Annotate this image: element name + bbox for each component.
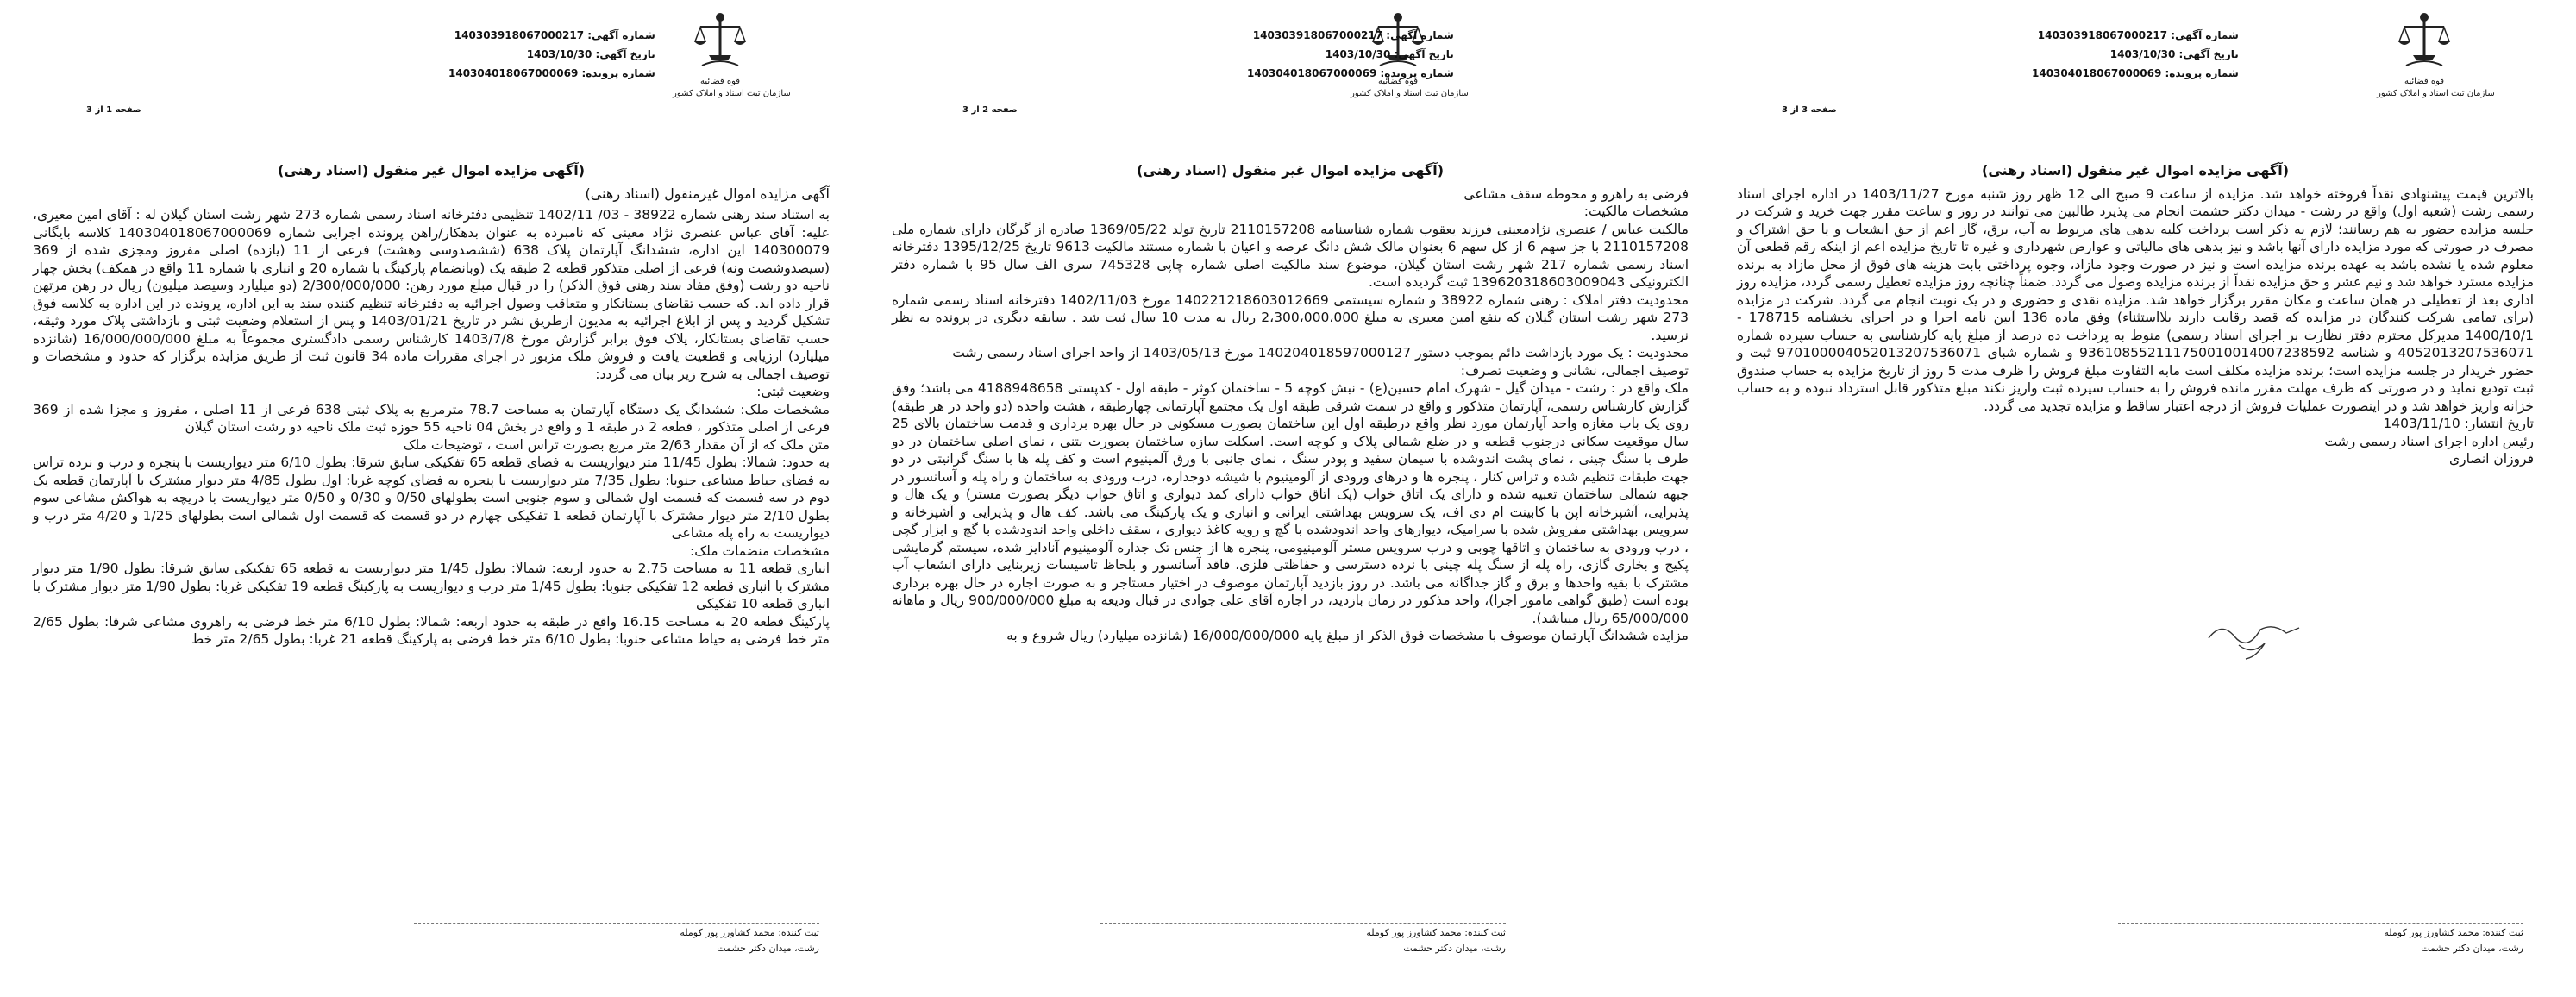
ad-meta (2032, 26, 2239, 83)
page-content (1737, 162, 2534, 468)
paragraph: انباری قطعه 11 به مساحت 2.75 به حدود اربعه: شمالا: بطول 1/45 متر دیواریست به قطعه 65 تفکیکی سابق شرقا: بطول 1/90 متر دیوار مشترک با انباری قطعه 12 تفکیکی جنوبا: بطول 1/45 متر درب و دیواریست به پارکینگ قطعه 19 تفکیکی غربا: بطول 1/90 متر دیوار مشترک با انباری قطعه 10 تفکیکی (33, 561, 830, 611)
file-number: شماره پرونده: 140304018067000069 (448, 67, 655, 79)
paragraph: به استناد سند رهنی شماره 38922 - 03/ 1402/11 تنظیمی دفترخانه اسناد رسمی شماره 273 شهر رشت استان گیلان له : آقای امین معیری، علیه: آقای عباس عنصری نژاد معینی که نامبرده به عنوان بدهکار/راهن پرونده اجرایی شماره 140304018067000069 کلاسه بایگانی 140300079 این اداره، ششدانگ آپارتمان پلاک 638 (ششصدوسی وهشت) فرعی از 11 (یازده) اصلی مفروز ومجزی شده از 369 (سیصدوشصت ونه) فرعی از اصلی متذکور قطعه 2 طبقه یک (وبانضمام پارکینگ با شماره 20 و انباری با شماره 11 واقع در همکف) بخش چهار ناحیه دو رشت (وفق مفاد سند رهنی فوق الذکر) را در قبال مبلغ مورد رهن: 2/300/000/000 (دو میلیارد وسیصد میلیون) ریال در رهن مرتهن قرار داده اند. که حسب تقاضای بستانکار و متعاقب وصول اجرائیه به دفترخانه تنظیم کننده سند به این اداره، پرونده در این اداره به کلاسه فوق تشکیل گردید و پس از ابلاغ اجرائیه به مدیون ازطریق نشر در تاریخ 1403/01/21 و پس از استعلام وضعیت ثبتی و بازداشتی پلاک مورد وثیقه، حسب تقاضای بستانکار، پلاک فوق برابر گزارش مورخ 1403/7/8 کارشناس رسمی دادگستری مجموعاً به مبلغ 16/000/000/000 (شانزده میلیارد) ارزیابی و قطعیت یافت و فروش ملک مزبور در اجرای مقررات ماده 34 قانون ثبت از طریق مزایده برگزار که حدود و مشخصات و توصیف اجمالی به شرح زیر بیان می گردد: (33, 207, 830, 382)
page-number: صفحه 1 از 3 (86, 105, 141, 115)
page-heading: (آگهی مزایده اموال غیر منقول (اسناد رهنی) (1982, 162, 2289, 179)
emblem-org-top: قوه قضائیه (699, 77, 741, 86)
judiciary-emblem (2377, 10, 2495, 114)
paragraph: محدودیت : یک مورد بازداشت دائم بموجب دستور 140204018597000127 مورخ 1403/05/13 از واحد اجرای اسناد رسمی رشت (952, 345, 1689, 361)
document-page-3 (1721, 0, 2549, 997)
file-number: شماره پرونده: 140304018067000069 (1247, 67, 1454, 79)
paragraph: پارکینگ قطعه 20 به مساحت 16.15 واقع در طبقه به حدود اربعه: شمالا: بطول 6/10 متر خط فرضی به راهروی مشاعی شرقا: بطول 2/65 متر خط فرضی به حیاط مشاعی جنوبا: بطول 6/10 متر خط فرضی به پارکینگ قطعه 21 غربا: بطول 2/65 متر خط (33, 613, 830, 647)
page-number: صفحه 2 از 3 (962, 105, 1018, 115)
ad-number: شماره آگهی: 140303918067000217 (1252, 29, 1454, 41)
paragraph: مزایده ششدانگ آپارتمان موصوف با مشخصات فوق الذکر از مبلغ پایه 16/000/000/000 (شانزده میلیارد) ریال شروع و به (1006, 628, 1689, 643)
paragraph: متن ملک که از آن مقدار 2/63 متر مربع بصورت تراس است ، توضیحات ملک (403, 436, 830, 453)
footer-divider (2118, 923, 2523, 924)
ad-meta (1247, 26, 1454, 83)
location-line: رشت، میدان دکتر حشمت (717, 943, 819, 954)
ad-date: تاریخ آگهی: 1403/10/30 (2109, 48, 2239, 60)
footer-divider (414, 923, 819, 924)
emblem-org-bottom: سازمان ثبت اسناد و املاک کشور (1351, 89, 1469, 98)
page-heading: (آگهی مزایده اموال غیر منقول (اسناد رهنی) (278, 162, 585, 179)
page-content (33, 162, 830, 649)
registrar-line: ثبت کننده: محمد کشاورز پور کومله (1366, 927, 1506, 938)
page-content (892, 162, 1689, 645)
ad-date: تاریخ آگهی: 1403/10/30 (1325, 48, 1454, 60)
page-footer (2118, 923, 2523, 956)
handwritten-signature (2204, 604, 2308, 664)
paragraph: فرضی به راهرو و محوطه سقف مشاعی (1463, 185, 1689, 202)
page-number: صفحه 3 از 3 (1782, 105, 1837, 115)
ad-number: شماره آگهی: 140303918067000217 (2037, 29, 2239, 41)
emblem-org-top: قوه قضائیه (1377, 77, 1419, 86)
scales-emblem-icon (693, 10, 747, 74)
emblem-org-top: قوه قضائیه (2404, 77, 2445, 86)
location-line: رشت، میدان دکتر حشمت (2421, 943, 2523, 954)
page-heading: (آگهی مزایده اموال غیر منقول (اسناد رهنی) (1137, 162, 1444, 179)
paragraph: وضعیت ثبتی: (756, 384, 830, 399)
registrar-line: ثبت کننده: محمد کشاورز پور کومله (2384, 927, 2523, 938)
page-footer (414, 923, 819, 956)
ad-number: شماره آگهی: 140303918067000217 (454, 29, 655, 41)
location-line: رشت، میدان دکتر حشمت (1403, 943, 1506, 954)
emblem-org-bottom: سازمان ثبت اسناد و املاک کشور (673, 89, 791, 98)
paragraph: مشخصات ملک: ششدانگ یک دستگاه آپارتمان به مساحت 78.7 مترمربع به پلاک ثبتی 638 فرعی از 11 اصلی ، مفروز و مجزا شده از 369 فرعی از اصلی متذکور ، قطعه 2 در طبقه 1 و واقع در بخش 04 ناحیه 55 حوزه ثبت ملک ناحیه دو رشت استان گیلان (33, 401, 830, 435)
paragraph: به حدود: شمالا: بطول 11/45 متر دیواریست به فضای قطعه 65 تفکیکی سابق شرقا: بطول 6/10 متر دیواریست با پنجره و درب و نرده تراس به فضای حیاط مشاعی جنوبا: بطول 7/35 متر دیواریست با پنجره به فضای کوچه غربا: اول بطول 4/85 متر دیوار مشترک با آپارتمان قطعه یک دوم در سه قسمت که قسمت اول شمالی و سوم جنوبی است بطولهای 0/50 و 0/30 و 0/50 متر دیواریست با دریچه به هواکش مشاعی سوم بطول 2/10 متر دیوار مشترک با آپارتمان قطعه 1 تفکیکی چهارم در دو قسمت که قسمت اول شمالی است بطولهای 1/25 و 4/20 متر درب و دیواریست به راه پله مشاعی (33, 455, 830, 541)
paragraph: مالکیت عباس / عنصری نژادمعینی فرزند یعقوب شماره شناسنامه 2110157208 تاریخ تولد 1369/05/22 صادره از گرگان دارای شماره ملی 2110157208 با جز سهم 6 از کل سهم 6 بعنوان مالک شش دانگ عرصه و اعیان با شماره مستند مالکیت 9613 تاریخ 1395/12/25 دفترخانه اسناد رسمی شماره 217 شهر رشت استان گیلان، موضوع سند مالکیت اصلی شماره چاپی 745328 سری الف سال 95 با شماره دفتر الکترونیکی 139620318603009043 ثبت گردیده است. (892, 221, 1689, 290)
paragraph: فروزان انصاری (2449, 451, 2534, 467)
page-footer (1100, 923, 1506, 956)
emblem-org-bottom: سازمان ثبت اسناد و املاک کشور (2377, 89, 2495, 98)
ad-meta (448, 26, 655, 83)
scales-emblem-icon (2397, 10, 2451, 74)
paragraph: محدودیت دفتر املاک : رهنی شماره 38922 و شماره سیستمی 140221218603012669 مورخ 1402/11/03 دفترخانه اسناد رسمی شماره 273 شهر رشت استان گیلان که بنفع امین معیری به مبلغ 2،300،000،000 ریال به مدت 10 سال ثبت شد . سابقه دیگری در پرونده به نظر نرسید. (892, 292, 1689, 343)
footer-divider (1100, 923, 1506, 924)
paragraph: رئیس اداره اجرای اسناد رسمی رشت (2324, 433, 2534, 449)
registrar-line: ثبت کننده: محمد کشاورز پور کومله (680, 927, 819, 938)
paragraph: مشخصات منضمات ملک: (690, 542, 830, 559)
paragraph: توصیف اجمالی، نشانی و وضعیت تصرف: (1460, 362, 1689, 379)
paragraph: تاریخ انتشار: 1403/11/10 (2383, 416, 2534, 431)
ad-date: تاریخ آگهی: 1403/10/30 (526, 48, 655, 60)
document-page-2 (876, 0, 1704, 997)
file-number: شماره پرونده: 140304018067000069 (2032, 67, 2239, 79)
paragraph: بالاترین قیمت پیشنهادی نقداً فروخته خواهد شد. مزایده از ساعت 9 صبح الی 12 ظهر روز شنبه مورخ 1403/11/27 در اداره اجرای اسناد رسمی رشت (شعبه اول) واقع در رشت - میدان دکتر حشمت انجام می پذیرد طالبین می توانند در روز و ساعت مقرر جهت خرید و شرکت در جلسه مزایده حضور به هم رسانند؛ لازم به ذکر است پرداخت کلیه بدهی های مربوط به آب، برق، گاز اعم از حق انشعاب و یا حق اشتراک و مصرف در صورتی که مورد مزایده دارای آنها باشد و نیز بدهی های مالیاتی و عوارض شهرداری و غیره تا تاریخ مزایده اعم از اینکه رقم قطعی آن معلوم شده یا نشده باشد به عهده برنده مزایده است و نیز در صورت وجود مازاد، وجوه پرداختی بابت هزینه های فوق از محل مازاد به برنده مزایده مسترد خواهد شد و نیم عشر و حق مزایده نقداً از برنده مزایده وصول می گردد. ضمناً چنانچه روز مزایده تعطیل رسمی گردد، مزایده روز اداری بعد از تعطیلی در همان ساعت و مکان مقرر برگزار خواهد شد. مزایده نقدی و حضوری و در یک نوبت انجام می گردد. شرکت در مزایده (برای تمامی شرکت کنندگان در مزایده که قصد رقابت دارند بلااستثناء) وفق ماده 136 آیین نامه اجرا و در اجرای بخشنامه 178715 - 1400/10/1 مدیرکل محترم دفتر نظارت بر اجرای اسناد رسمی) منوط به پرداخت ده درصد از مبلغ پایه کارشناسی به حساب سپرده شماره 4052013207536071 و شناسه 936108552111750010014007238592 و شماره شبای 970100004052013207536071 ثبت و حضور خریدار در جلسه مزایده است؛ برنده مزایده مکلف است مابه التفاوت مبلغ فروش را ظرف مدت 5 روز از تاریخ مزایده به حساب صندوق ثبت تودیع نماید و در صورتی که ظرف مهلت مقرر مانده فروش را به حساب سپرده ثبت واریز نکند مبلغ متذکور قابل استرداد نبوده و به حساب خزانه واریز خواهد شد و در اینصورت عملیات فروش از درجه اعتبار ساقط و مزایده تجدید می گردد. (1737, 185, 2535, 414)
paragraph: مشخصات مالکیت: (1583, 204, 1689, 219)
document-page-1 (17, 0, 845, 997)
judiciary-emblem (673, 10, 791, 114)
page-subheading: آگهی مزایده اموال غیرمنقول (اسناد رهنی) (585, 185, 830, 202)
paragraph: ملک واقع در : رشت - میدان گیل - شهرک امام حسین(ع) - نبش کوچه 5 - ساختمان کوثر - طبقه اول - کدپستی 4188948658 می باشد؛ وفق گزارش کارشناس رسمی، آپارتمان متذکور و واقع در سمت شرقی طبقه اول یک مجتمع آپارتمانی چهارطبقه ، هشت واحده (دو واحد در هر طبقه) روی یک باب مغازه واحد آپارتمان مورد نظر واقع درطبقه اول این ساختمان بصورت مسکونی در حال بهره برداری و قدمت ساختمان بالای 25 سال موقعیت سکانی درجنوب قطعه و در ضلع شمالی پلاک و کوچه است. اسکلت سازه ساختمان بصورت بتنی ، نمای اصلی ساختمان در دو طرف با سنگ چینی ، نمای پشت اندوشده با سیمان سفید و پودر سنگ ، نمای جانبی با ورق آلمینیوم است و کف پله ها با سنگ گرانیتی در دو جهت طبقات تنظیم شده و تراس کنار ، پنجره ها و درهای ورودی از آلومینیوم با شیشه دوجداره، درب ورودی به ساختمان و راه پله و آسانسور در جبهه شمالی ساختمان تعبیه شده و دارای یک اتاق خواب (پک اتاق خواب دارای کمد دیواری و اتاق خواب دیگر بصورت مستر) و یک هال و پذیرایی، آشپزخانه اپن با کابینت ام دی اف، یک سرویس بهداشتی ایرانی و انباری و یک پارکینگ می باشد. کف هال و پذیرایی و آشپزخانه و سرویس بهداشتی مفروش شده با سرامیک، دیوارهای واحد اندودشده با گچ و رویه کاغذ دیواری ، سقف داخلی واحد اندودشده با گچ و ابزار گچی ، درب ورودی به ساختمان و اتاقها چوبی و درب سرویس مستر آلومینیومی، پنجره ها از جنس تک جداره آلومینیوم آنادایز شده، سیستم گرمایشی پکیج و بخاری گازی، راه پله از سنگ پله چینی با نرده دسترسی و حفاظتی فلزی، فاقد آسانسور و بلحاظ تاسیسات زیربنایی دارای انشعاب آب مشترک با بقیه واحدها و برق و گاز جداگانه می باشد. در روز بازدید آپارتمان موصوف در اختیار مستاجر و به صورت اجاره در حال بهره برداری بوده است (طبق گواهی مامور اجرا)، واحد مذکور در زمان بازدید، در اجاره آقای علی جوادی در قبال ودیعه به مبلغ 900/000/000 ریال و ماهانه 65/000/000 ریال میباشد). (892, 380, 1689, 626)
